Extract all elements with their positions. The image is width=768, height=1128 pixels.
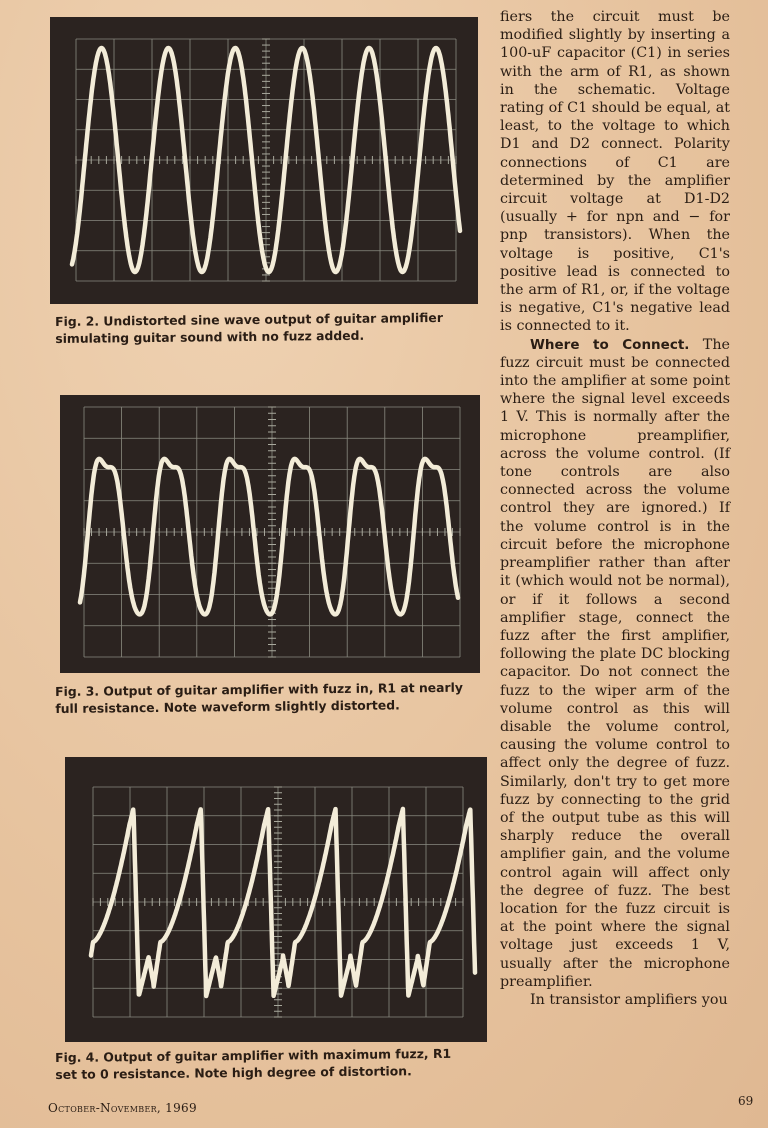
article-text-column	[500, 8, 730, 1009]
page-number: 69	[738, 1094, 754, 1108]
article-paragraph-2-text: The fuzz circuit must be connected into the amplifier at some point where the signal level exceeds 1 V. This is normally after the microphone preamplifier, across the volume control. (If tone controls are also connected across the volume control they are ignored.) If the volume control is in the circuit before the microphone preamplifier rather than after it (which would not be normal), or if it follows a second amplifier stage, connect the fuzz after the first amplifier, following the plate DC blocking capacitor. Do not connect the fuzz to the wiper arm of the volume control as this will disable the volume control, causing the volume control to affect only the degree of fuzz. Similarly, don't try to get more fuzz by connecting to the grid of the output tube as this will sharply reduce the overall amplifier gain, and the volume control again will affect only the degree of fuzz. The best location for the fuzz circuit is at the point where the signal voltage just exceeds 1 V, usually after the microphone preamplifier.	[500, 336, 730, 990]
issue-date: October-November, 1969	[48, 1101, 197, 1115]
figure-3-caption: Fig. 3. Output of guitar amplifier with fuzz in, R1 at nearly full resistance. Note waveform slightly distorted.	[55, 679, 464, 716]
article-paragraph-3: In transistor amplifiers you	[530, 991, 728, 1008]
article-paragraph-2	[500, 336, 730, 991]
figure-4-graticule	[65, 757, 487, 1042]
section-heading-where-to-connect: Where to Connect.	[530, 336, 690, 353]
figure-4-caption: Fig. 4. Output of guitar amplifier with maximum fuzz, R1 set to 0 resistance. Note high degree of distortion.	[55, 1045, 452, 1082]
figure-2-graticule	[50, 17, 478, 304]
figure-3-graticule	[60, 395, 480, 673]
figure-2-oscilloscope	[50, 17, 478, 304]
article-paragraph-1: fiers the circuit must be modified slightly by inserting a 100-uF capacitor (C1) in series with the arm of R1, as shown in the schematic. Voltage rating of C1 should be equal, at least, to the voltage to which D1 and D2 connect. Polarity connections of C1 are determined by the amplifier circuit voltage at D1-D2 (usually + for npn and − for pnp transistors). When the voltage is positive, C1's positive lead is connected to the arm of R1, or, if the voltage is negative, C1's negative lead is connected to it.	[500, 9, 730, 335]
figure-3-oscilloscope	[60, 395, 480, 673]
figure-4-oscilloscope	[65, 757, 487, 1042]
figure-4-waveform	[91, 809, 475, 996]
figure-2-caption: Fig. 2. Undistorted sine wave output of guitar amplifier simulating guitar sound with no fuzz added.	[55, 309, 443, 346]
